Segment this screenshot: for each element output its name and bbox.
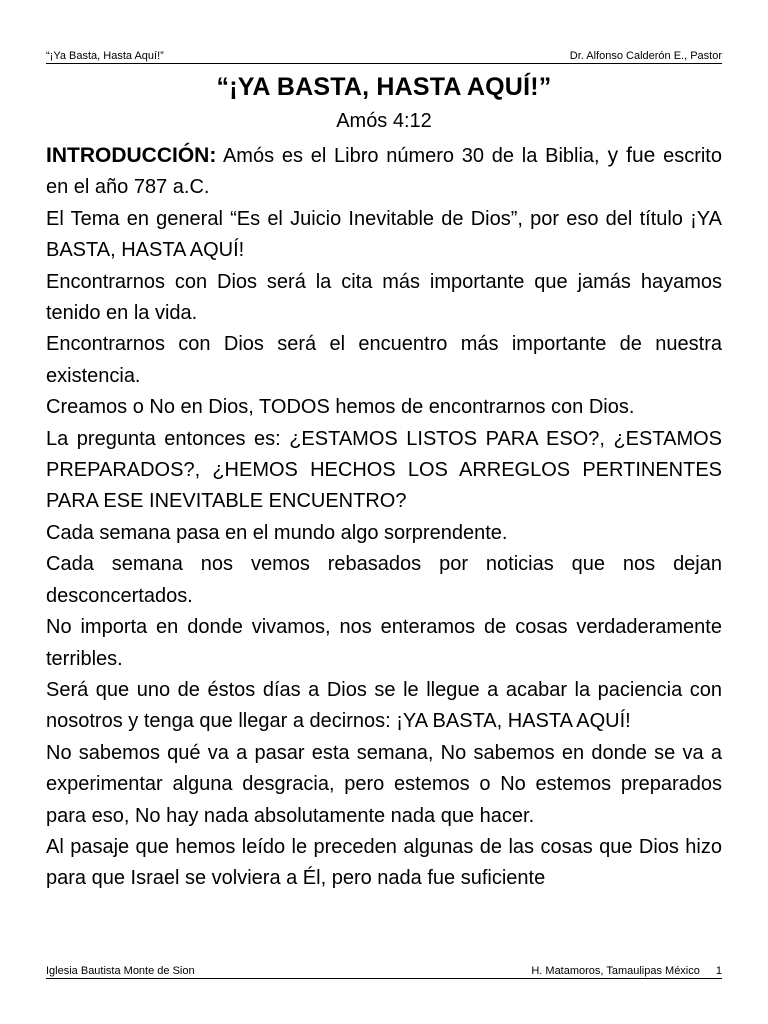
body-paragraph: Al pasaje que hemos leído le preceden algunas de las cosas que Dios hizo para que Israel se volviera a Él, pero nada fue suficiente <box>46 835 722 890</box>
header-sermon-title: “¡Ya Basta, Hasta Aquí!” <box>46 50 164 62</box>
body-paragraph: Será que uno de éstos días a Dios se le llegue a acabar la paciencia con nosotros y tenga que llegar a decirnos: ¡YA BASTA, HASTA AQUÍ! <box>46 678 722 733</box>
page-header <box>46 47 722 63</box>
body-paragraph: Cada semana nos vemos rebasados por noticias que nos dejan desconcertados. <box>46 553 722 607</box>
intro-label: INTRODUCCIÓN: <box>46 144 217 167</box>
body-paragraph: Encontrarnos con Dios será la cita más importante que jamás hayamos tenido en la vida. <box>46 270 722 325</box>
document-title: “¡YA BASTA, HASTA AQUÍ!” <box>216 73 552 101</box>
body-paragraph: No importa en donde vivamos, nos enteramos de cosas verdaderamente terribles. <box>46 616 722 670</box>
body-paragraph: Encontrarnos con Dios será el encuentro más importante de nuestra existencia. <box>46 333 722 387</box>
intro-paragraph <box>46 140 722 204</box>
header-author: Dr. Alfonso Calderón E., Pastor <box>569 50 722 62</box>
body-paragraph: Creamos o No en Dios, TODOS hemos de encontrarnos con Dios. <box>46 396 635 419</box>
footer-right-group <box>531 964 722 978</box>
header-divider <box>46 63 722 64</box>
intro-text-tail: y fue <box>599 144 656 167</box>
scripture-reference: Amós 4:12 <box>336 110 432 132</box>
body-paragraph: La pregunta entonces es: ¿ESTAMOS LISTOS PARA ESO?, ¿ESTAMOS PREPARADOS?, ¿HEMOS HECHOS LOS ARREGLOS PERTINENTES PARA ESE INEVITABLE ENCUENTRO? <box>46 427 722 513</box>
footer-location: H. Matamoros, Tamaulipas México <box>531 965 700 977</box>
document-body <box>46 140 722 895</box>
body-paragraph: No sabemos qué va a pasar esta semana, No sabemos en donde se va a experimentar alguna desgracia, pero estemos o No estemos preparados para eso, No hay nada absolutamente nada que hacer. <box>46 741 722 827</box>
footer-divider <box>46 978 722 979</box>
page-footer <box>46 962 722 978</box>
footer-church-name: Iglesia Bautista Monte de Sion <box>46 965 195 977</box>
intro-text: Amós es el Libro número 30 de la Biblia, <box>216 145 600 167</box>
intro-continuation: escrito en el año 787 a.C. <box>46 145 722 199</box>
page-number: 1 <box>715 965 722 977</box>
body-paragraph: El Tema en general “Es el Juicio Inevitable de Dios”, por eso del título ¡YA BASTA, HASTA AQUÍ! <box>46 207 722 262</box>
body-paragraph: Cada semana pasa en el mundo algo sorprendente. <box>46 521 508 544</box>
